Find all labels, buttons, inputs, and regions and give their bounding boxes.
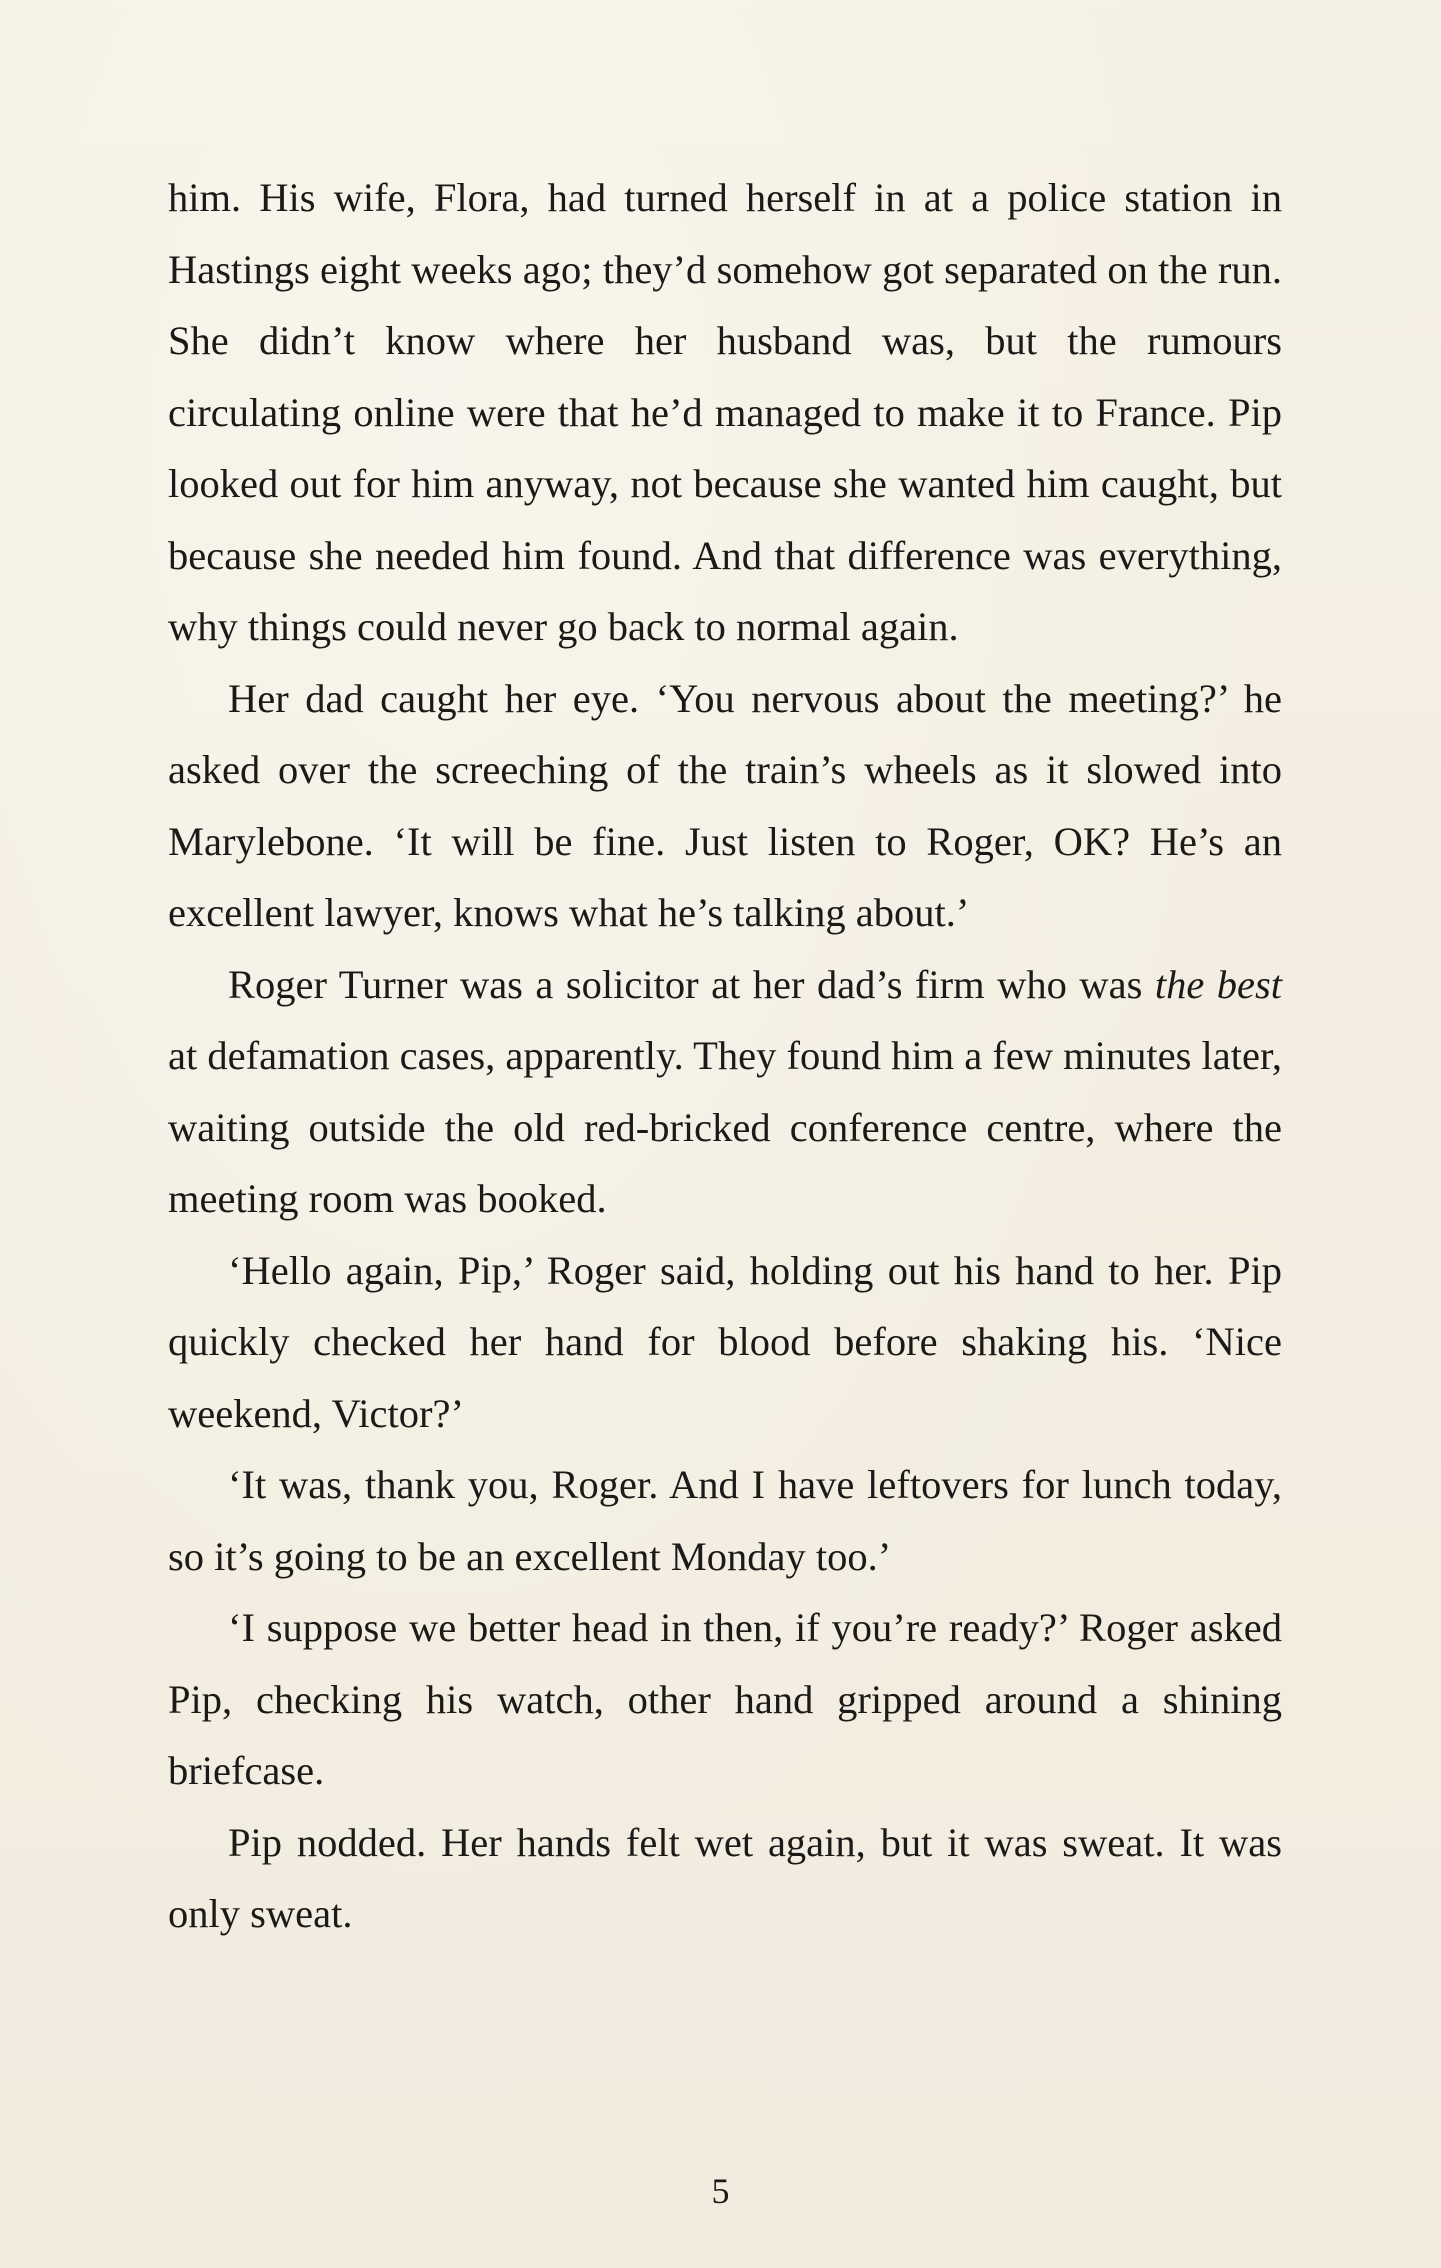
page-number: 5 bbox=[711, 2171, 730, 2211]
paragraph-3-text-end: at defamation cases, apparently. They found him a few minutes later, waiting outside the old red-bricked conference centre, where the meeting room was booked. bbox=[168, 1033, 1282, 1221]
paragraph-6 bbox=[168, 1592, 1282, 1807]
paragraph-2-text: Her dad caught her eye. ‘You nervous about the meeting?’ he asked over the screeching of the train’s wheels as it slowed into Marylebone. ‘It will be fine. Just listen to Roger, OK? He’s an excellent lawyer, knows what he’s talking about.’ bbox=[168, 675, 1282, 935]
paragraph-2 bbox=[168, 663, 1282, 949]
paragraph-5-text: ‘It was, thank you, Roger. And I have leftovers for lunch today, so it’s going to be an excellent Monday too.’ bbox=[168, 1462, 1282, 1579]
paragraph-3-text-start: Roger Turner was a solicitor at her dad’s firm who was bbox=[228, 961, 1155, 1007]
paragraph-1-text: him. His wife, Flora, had turned herself in at a police station in Hastings eight weeks ago; they’d somehow got separated on the run. She didn’t know where her husband was, but the rumours circulating online were that he’d managed to make it to France. Pip looked out for him anyway, not because she wanted him caught, but because she needed him found. And that difference was everything, why things could never go back to normal again. bbox=[168, 175, 1282, 649]
paragraph-4 bbox=[168, 1235, 1282, 1450]
paragraph-7-text: Pip nodded. Her hands felt wet again, but it was sweat. It was only sweat. bbox=[168, 1819, 1282, 1936]
paragraph-3 bbox=[168, 949, 1282, 1235]
paragraph-5 bbox=[168, 1449, 1282, 1592]
body-text bbox=[168, 162, 1282, 1950]
paragraph-7 bbox=[168, 1807, 1282, 1950]
paragraph-4-text: ‘Hello again, Pip,’ Roger said, holding out his hand to her. Pip quickly checked her hand for blood before shaking his. ‘Nice weekend, Victor?’ bbox=[168, 1247, 1282, 1436]
paragraph-3-italic-phrase: the best bbox=[1154, 961, 1283, 1007]
paragraph-6-text: ‘I suppose we better head in then, if you’re ready?’ Roger asked Pip, checking his watch, other hand gripped around a shining briefcase. bbox=[168, 1605, 1282, 1793]
paragraph-1 bbox=[168, 162, 1282, 663]
